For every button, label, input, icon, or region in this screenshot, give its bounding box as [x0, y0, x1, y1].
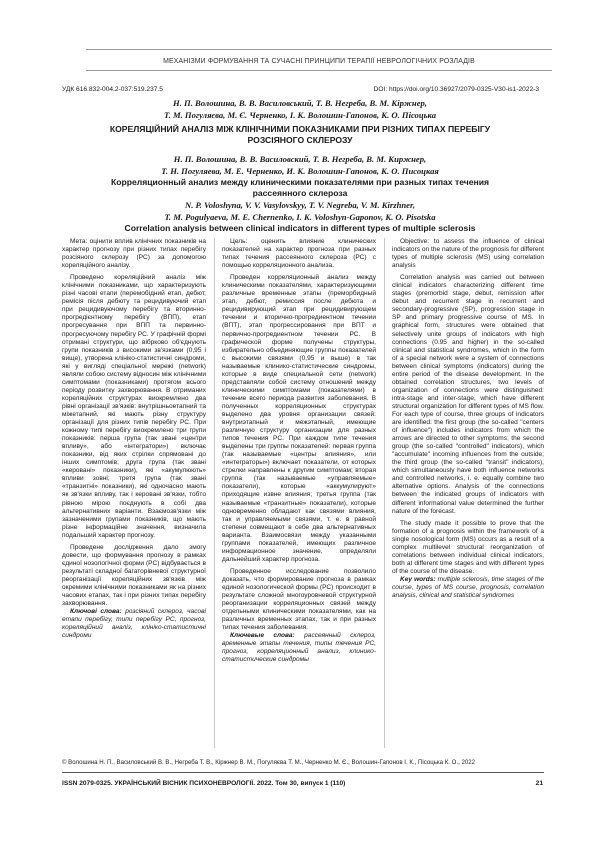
abstract-ua-conclusion: Проведене дослідження далo змогу довести, що формування прогнозу в рамках єдиної нозологічної форми (РС) відбувається в результаті складної багаторівневої структурної реорганізації кореляційних зв'язків між окремими клінічними показниками як на різних часових етапах, так і при різних типах перебігу захворювання. — [62, 543, 206, 608]
authors-ua-line2: Т. М. Погуляєва, М. Є. Черненко, І. К. Волошин-Гапонов, К. О. Пісоцька — [163, 109, 436, 120]
abstract-ru-keywords — [222, 632, 376, 664]
header-rule-top — [86, 49, 552, 50]
authors-ru-line2: Т. Н. Погуляева, М. Е. Черненко, И. К. Волошин-Гапонов, К. О. Писоцкая — [161, 165, 439, 176]
abstract-ru-methods: Проведен корреляционный анализ между клиническими показателями, характеризующими различные временные этапы (преморбидный этап, дебют, ремиссия после дебюта и рецидивирующий этап при рецидивирующем течении и вторично-прогредиентном течении (ВПТ), этап прогрессирования при ВПТ и первично-прогредиентном течении РС. В графической форме получены структуры, избирательно объединяющие группы показателей с высокими связями (0,95 и выше) в так называемые клинико-статистические синдромы, которые в виде специальной сети (network) представляли собой систему отношений между клиническими симптомами (показателями) в течение всего периода развития заболевания. В полученных корреляционных структурах выделено два уровня организации связей: внутриэтапный и межэтапный, имеющие различную структуру организации для разных типов течения РС. При каждом типе течения выделены три группы показателей: первая группа (так называемые «центры влияния», или «интеграторы») включает показатели, от которых стрелки направлены к другим симптомам; вторая группа (так называемые «управляемые» показатели), которые «аккумулируют» приходящие извне влияния; третья группа (так называемые «транзитные» показатели), которые одновременно обладают как связями влияния, так и управляемыми связями, т. е. в равной степени совмещают в себе два альтернативных варианта. Взаимосвязи между указанными группами показателей, имеющих различное информационное значение, определяли дальнейший характер прогноза. — [222, 274, 376, 563]
abstract-en-methods: Correlation analysis was carried out between clinical indicators characterizing different time stages (premorbid stage, debut, remission after debut and recurrent stage in recurrent and secondary-progressive (SP), progression stage in SP and primary progressive course of MS. In graphical form, structures were obtained that selectively unite groups of indicators with high connections (0.95 and higher) in the so-called clinical and statistical syndromes, which in the form of a special network were a system of connections between clinical symptoms (indicators) during the entire period of the disease development. In the obtained correlation structures, two levels of organization of connections were distinguished: intra-stage and inter-stage, which have different structural organization for different types of MS flow. For each type of course, three groups of indicators are identified: the first group (the so-called "centers of influence") includes indicators from which the arrows are directed to other symptoms; the second group (the so-called "controlled" indicators), which "accumulate" incoming influences from the outside; the third group (the so-called "transit" indicators), which simultaneously have both influence networks and controlled networks, i. e. equally combine two alternative options. Analysis of the connections between the indicated groups of indicators with different informational value determined the further nature of the forecast. — [392, 274, 544, 515]
column-divider-left — [214, 238, 215, 748]
keywords-en-text: multiple sclerosis, time stages of the course, types of MS course, prognosis, correlation analysis, clinical and statistical syndromes — [392, 575, 544, 600]
authors-ua-line1: Н. П. Волошина, В. В. Василовський, Т. В. Негреба, В. М. Кіржнер, — [173, 98, 427, 108]
keywords-ru-text: рассеянный склероз, временные этапы течения, типы течения РС, прогноз, корреляционный анализ, клинико-статистические синдромы — [222, 632, 376, 664]
keywords-ua-label: Ключові слова: — [70, 608, 122, 616]
page-number: 21 — [535, 780, 543, 787]
authors-en — [62, 200, 538, 223]
keywords-ru-label: Ключевые слова: — [230, 632, 295, 640]
title-ru-line2: рассеянного склероза — [252, 188, 348, 199]
title-ru — [62, 177, 538, 199]
title-ua — [62, 124, 538, 146]
udk-code: УДК 616.832-004.2-037:519.237.5 — [62, 86, 163, 93]
keywords-ua-text: розсіяний склероз, часові етапи перебігу, типи перебігу РС, прогноз, кореляційний аналіз, клініко-статистичні синдроми — [62, 608, 206, 640]
title-ua-line2: РОЗСІЯНОГО СКЛЕРОЗУ — [247, 135, 353, 146]
header-rule-bottom — [86, 70, 552, 71]
abstract-ru-objective: Цель: оценить влияние клинических показателей на характер прогноза при разных типах течения рассеянного склероза (РС) с помощью корреляционного анализа. — [222, 238, 376, 270]
abstract-ua-keywords — [62, 608, 206, 640]
authors-en-line2: T. M. Pogulyaeva, M. E. Chernenko, I. K. Voloshyn-Gaponov, K. O. Pisotska — [164, 211, 436, 222]
abstract-ua-objective: Мета: оцінити вплив клінічних показників на характер прогнозу при різних типах перебігу розсіяного склерозу (РС) за допомогою кореляційного аналізу. — [62, 238, 206, 270]
column-divider-right — [384, 238, 385, 748]
keywords-en-label: Key words: — [400, 575, 436, 583]
abstract-en-keywords — [392, 576, 544, 600]
abstract-ua — [62, 238, 206, 640]
abstract-ua-methods: Проведено кореляційний аналіз між клінічними показниками, що характеризують різні часові етапи (перемобідний етап, дебют, ремісія після дебюту та рецидивуючий етап при рецидивуючому перебігу та вторинно-прогредієнтному перебігу (ВПП), етап прогресування при ВПП та первинно-прогресуючому перебігу РС. У графічній формі отримані структури, що вібрково об'єднують групи показників з високими зв'язками (0,95 і вище), утворена клініко-статистичні синдроми, які у вигляді спеціальної мережі (network) являли собою систему відносин між клінічними симптомами (показниками) протягом всього періоду розвитку захворювання. В отриманих кореляційних структурах виокремлено два рівні організації зв'язків: внутрішньоетапний та міжетапний, які мають різну структуру організації для різних типів перебігу РС. При кожному типі перебігу виокремлено три групи показників: перша група (так звані «центри впливу», або «інтегратори») включає показники, від яких стрілки спрямовані до інших симптомів; друга група (так звані «керовані» показники), які «акумулюють» впливи зовні; третя група (так звані «транзитні» показники), які одночасно мають як зв'язки впливу, так і керовані зв'язки, тобто рівною мірою поєднують в собі два альтернативних варіанти. Взаємозв'язки між зазначеними групами показників, що мають різне інформаційне значення, визначила подальший характер прогнозу. — [62, 274, 206, 539]
authors-ru-line1: Н. П. Волошина, В. В. Василовский, Т. В. Негреба, В. М. Киржнер, — [173, 154, 427, 164]
doi-link[interactable]: DOI: https://doi.org/10.36927/2079-0325-V30-is1-2022-3 — [373, 86, 539, 93]
authors-en-line1: N. P. Voloshyna, V. V. Vasylovskyy, T. V. Negreba, V. M. Kirzhner, — [185, 200, 415, 210]
authors-ua — [62, 98, 538, 121]
authors-ru — [62, 154, 538, 177]
title-ua-line1: КОРЕЛЯЦІЙНИЙ АНАЛІЗ МІЖ КЛІНІЧНИМИ ПОКАЗНИКАМИ ПРИ РІЗНИХ ТИПАХ ПЕРЕБІГУ — [109, 124, 491, 134]
abstract-ru-conclusion: Проведенное исследование позволило доказать, что формирование прогноза в рамках единой нозологической формы (РС) происходит в результате сложной многоуровневой структурной реорганизации корреляционных связей между отдельными клиническими показателями, как на различных временных этапах, так и при разных типах течения заболевания. — [222, 567, 376, 632]
title-ru-line1: Корреляционный анализ между клиническими показателями при разных типах течения — [110, 177, 490, 187]
title-en: Correlation analysis between clinical indicators in different types of multiple sclerosis — [124, 223, 476, 233]
footer-rule — [62, 772, 544, 773]
abstract-en-objective: Objective: to assess the influence of clinical indicators on the nature of the prognosis for different types of multiple sclerosis (MS) using correlation analysis — [392, 238, 544, 270]
abstract-en-conclusion: The study made it possible to prove that the formation of a prognosis within the framework of a single nosological form (MS) occurs as a result of a complex multilevel structural reorganization of correlations between individual clinical indicators, both at different time stages and with different types of the course of the disease. — [392, 519, 544, 575]
abstract-ru — [222, 238, 376, 664]
running-title: МЕХАНІЗМИ ФОРМУВАННЯ ТА СУЧАСНІ ПРИНЦИПИ ТЕРАПІЇ НЕВРОЛОГІЧНИХ РОЗЛАДІВ — [163, 58, 475, 65]
abstract-en — [392, 238, 544, 600]
journal-citation: ISSN 2079-0325. УКРАЇНСЬКИЙ ВІСНИК ПСИХОНЕВРОЛОГІЇ. 2022. Том 30, випуск 1 (110) — [62, 780, 346, 787]
copyright-line: © Волошина Н. П., Василовський В. В., Негреба Т. В., Кіржнер В. М., Погуляєва Т. М., Черненко М. Є., Волошин-Гапонов І. К., Пісоцька К. О., 2022 — [62, 759, 476, 766]
